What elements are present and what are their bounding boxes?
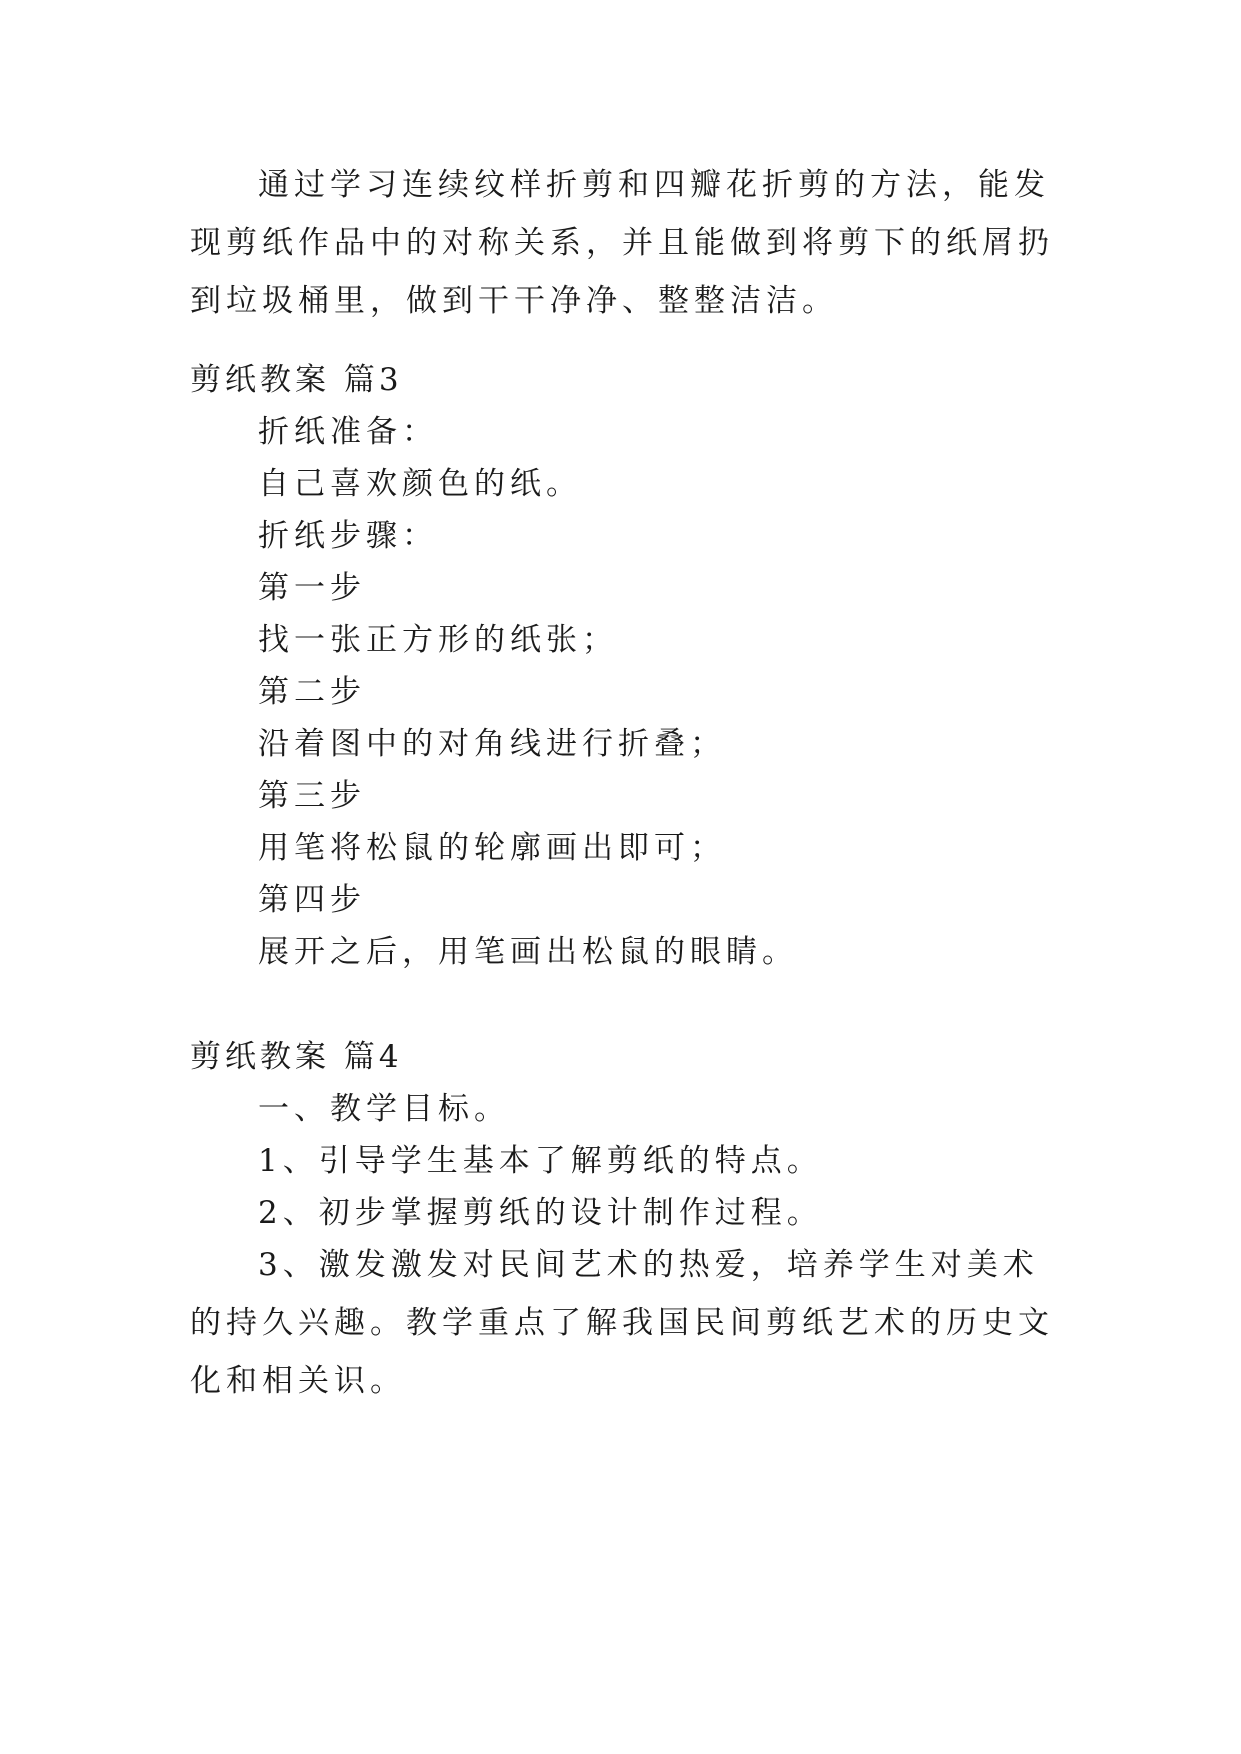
section-4-paragraph: 3、激发激发对民间艺术的热爱，培养学生对美术的持久兴趣。教学重点了解我国民间剪纸艺术的历史文化和相关识。 [190, 1247, 1054, 1399]
section-3-line: 第一步 [258, 570, 366, 606]
section-4-line: 2、初步掌握剪纸的设计制作过程。 [258, 1195, 823, 1231]
section-3-line: 找一张正方形的纸张； [258, 622, 618, 658]
section-4-line: 一、教学目标。 [258, 1091, 510, 1127]
intro-paragraph: 通过学习连续纹样折剪和四瓣花折剪的方法，能发现剪纸作品中的对称关系，并且能做到将剪下的纸屑扔到垃圾桶里，做到干干净净、整整洁洁。 [190, 167, 1054, 319]
section-3-line: 自己喜欢颜色的纸。 [258, 466, 582, 502]
section-3-heading: 剪纸教案 篇3 [190, 362, 403, 398]
section-3-line: 第三步 [258, 778, 366, 814]
section-3-line: 第四步 [258, 882, 366, 918]
section-3-line: 折纸步骤： [258, 518, 438, 554]
section-4-line: 1、引导学生基本了解剪纸的特点。 [258, 1143, 823, 1179]
section-3-line: 沿着图中的对角线进行折叠； [258, 726, 726, 762]
section-3-line: 展开之后，用笔画出松鼠的眼睛。 [258, 934, 798, 970]
section-3-line: 用笔将松鼠的轮廓画出即可； [258, 830, 726, 866]
section-3-line: 折纸准备： [258, 414, 438, 450]
section-4-heading: 剪纸教案 篇4 [190, 1039, 403, 1075]
section-3-line: 第二步 [258, 674, 366, 710]
